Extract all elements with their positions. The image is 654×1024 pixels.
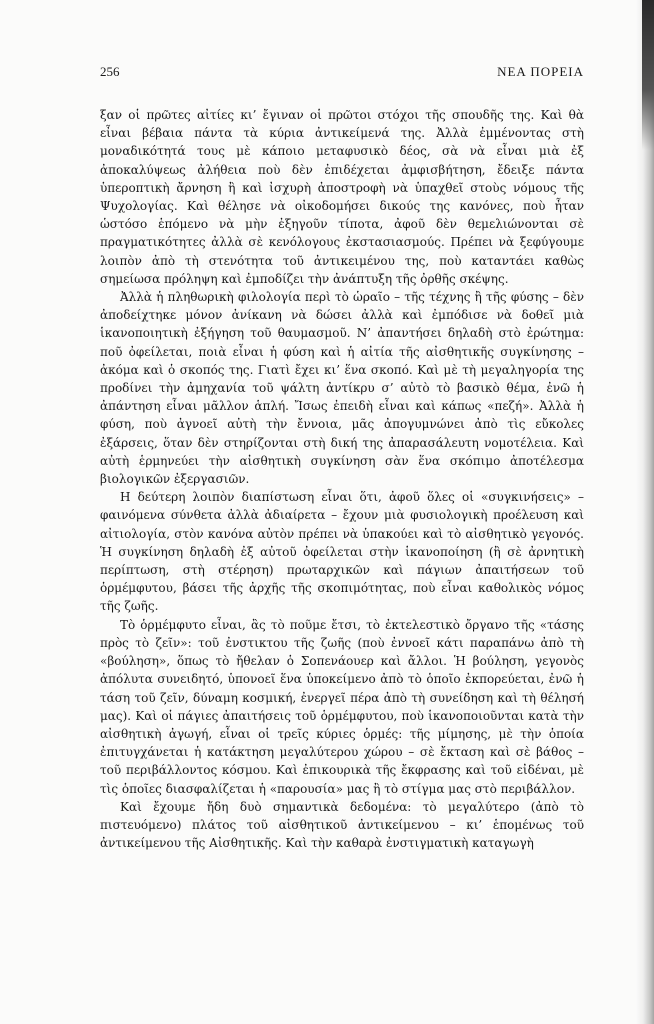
paragraph-2: Ἀλλὰ ἡ πληθωρικὴ φιλολογία περὶ τὸ ὡραῖο – τῆς τέχνης ἢ τῆς φύσης – δὲν ἀποδείχτηκε μόνον ἀνίκανη νὰ δώσει ἀλλὰ καὶ ἐμπόδισε νὰ δοθεῖ μιὰ ἱκανοποιητικὴ ἐξήγηση τοῦ θαυμασμοῦ. Ν’ ἀπαντήσει δηλαδὴ στὸ ἐρώτημα: ποῦ ὀφείλεται, ποιὰ εἶναι ἡ φύση καὶ ἡ αἰτία τῆς αἰσθητικῆς συγκίνησης – ἀκόμα καὶ ὁ σκοπός της. Γιατὶ ἔχει κι’ ἕνα σκοπό. Καὶ μὲ τὴ μεγαληγορία της προδίνει τὴν ἀμηχανία τοῦ ψάλτη ἀντίκρυ σ’ αὐτὸ τὸ βασικὸ θέμα, ἐνῶ ἡ ἀπάντηση εἶναι μᾶλλον ἁπλή. Ἴσως ἐπειδὴ εἶναι καὶ κάπως «πεζή». Ἀλλὰ ἡ φύση, ποὺ ἀγνοεῖ αὐτὴ τὴν ἔννοια, μᾶς ἀπογυμνώνει ἀπὸ τὶς εὔκολες ἐξάρσεις, ὅταν δὲν στηρίζονται στὴ δική της ἀπαρασάλευτη νομοτέλεια. Καὶ αὐτὴ ἑρμηνεύει τὴν αἰσθητικὴ συγκίνηση σὰν ἕνα σκόπιμο ἀποτέλεσμα βιολογικῶν ἐξεργασιῶν. (100, 290, 584, 487)
page-header (100, 64, 584, 82)
paragraph-4: Τὸ ὁρμέμφυτο εἶναι, ἂς τὸ ποῦμε ἔτσι, τὸ ἐκτελεστικὸ ὄργανο τῆς «τάσης πρὸς τὸ ζεῖν»: τοῦ ἐνστικτου τῆς ζωῆς (ποὺ ἐννοεῖ κάτι παραπάνω ἀπὸ τὴ «βούληση», ὅπως τὸ ἤθελαν ὁ Σοπενάουερ καὶ ἄλλοι. Ἡ βούληση, γεγονὸς ἀπόλυτα συνειδητό, ὑπονοεῖ ἕνα ὑποκείμενο ἀπὸ τὸ ὁποῖο ἐκπορεύεται, ἐνῶ ἡ τάση τοῦ ζεῖν, δύναμη κοσμική, ἐνεργεῖ πέρα ἀπὸ τὴ συνείδηση καὶ τὴ θέλησή μας). Καὶ οἱ πάγιες ἀπαιτήσεις τοῦ ὁρμέμφυτου, ποὺ ἱκανοποιοῦνται κατὰ τὴν αἰσθητικὴ ἀγωγή, εἶναι οἱ τρεῖς κύριες ὁρμές: τῆς μίμησης, μὲ τὴν ὁποία ἐπιτυγχάνεται ἡ κατάκτηση μεγαλύτερου χώρου – σὲ ἔκταση καὶ σὲ βάθος – τοῦ περιβάλλοντος κόσμου. Καὶ ἐπικουρικὰ τῆς ἔκφρασης καὶ τοῦ εἰδέναι, μὲ τὶς ὁποῖες διασφαλίζεται ἡ «παρουσία» μας ἢ τὸ στίγμα μας στὸ περιβάλλον. (100, 617, 584, 796)
page-body (100, 106, 584, 852)
page-edge-shadow (636, 0, 654, 1024)
binding-shadow (642, 0, 654, 150)
paragraph-1: ξαν οἱ πρῶτες αἰτίες κι’ ἔγιναν οἱ πρῶτοι στόχοι τῆς σπουδῆς της. Καὶ θὰ εἶναι βέβαια πάντα τὰ κύρια ἀντικείμενά της. Ἀλλὰ ἐμμένοντας στὴ μοναδικότητά τους μὲ κάποιο μεταφυσικὸ δέος, σὰ νὰ εἶναι μιὰ ἐξ ἀποκαλύψεως ἀλήθεια ποὺ δὲν ἐπιδέχεται ἀμφισβήτηση, ἔδειξε πάντα ὑπεροπτικὴ ἄρνηση ἢ καὶ ἰσχυρὴ ἀποστροφὴ νὰ ὑπαχθεῖ στοὺς νόμους τῆς Ψυχολογίας. Καὶ θέλησε νὰ οἰκοδομήσει δικούς της κανόνες, ποὺ ἦταν ὡστόσο ἑπόμενο νὰ μὴν ἐξηγοῦν τίποτα, ἀφοῦ δὲν θεμελιώνονται σὲ πραγματικότητες ἀλλὰ σὲ κενόλογους ἐκστασιασμούς. Πρέπει νὰ ξεφύγουμε λοιπὸν ἀπὸ τὴ στενότητα τοῦ ἀντικειμένου της, ποὺ καταντάει καθὼς σημείωσα πρόληψη καὶ ἐμποδίζει τὴν ἀνάπτυξη τῆς ὀρθῆς σκέψης. (100, 108, 584, 286)
running-title: ΝΕΑ ΠΟΡΕΙΑ (497, 64, 584, 79)
page-number: 256 (100, 64, 120, 79)
paragraph-5: Καὶ ἔχουμε ἤδη δυὸ σημαντικὰ δεδομένα: τὸ μεγαλύτερο (ἀπὸ τὸ πιστευόμενο) πλάτος τοῦ αἰσθητικοῦ ἀντικείμενου – κι’ ἑπομένως τοῦ ἀντικείμενου τῆς Αἰσθητικῆς. Καὶ τὴν καθαρὰ ἐνστιγματικὴ καταγωγὴ (100, 799, 584, 851)
paragraph-3: Η δεύτερη λοιπὸν διαπίστωση εἶναι ὅτι, ἀφοῦ ὅλες οἱ «συγκινήσεις» – φαινόμενα σύνθετα ἀλλὰ ἀδιαίρετα – ἔχουν μιὰ φυσιολογικὴ προέλευση καὶ αἰτιολογία, στὸν κανόνα αὐτὸν πρέπει νὰ ὑπακούει καὶ τὸ αἰσθητικὸ γεγονός. Ἡ συγκίνηση δηλαδὴ ἐξ αὐτοῦ ὀφείλεται στὴν ἱκανοποίηση (ἢ σὲ ἀρνητικὴ περίπτωση, στὴ στέρηση) πρωταρχικῶν καὶ πάγιων ἀπαιτήσεων τοῦ ὁρμέμφυτου, βάσει τῆς ἀρχῆς τῆς σκοπιμότητας, ποὺ εἶναι καθολικὸς νόμος τῆς ζωῆς. (100, 490, 584, 614)
